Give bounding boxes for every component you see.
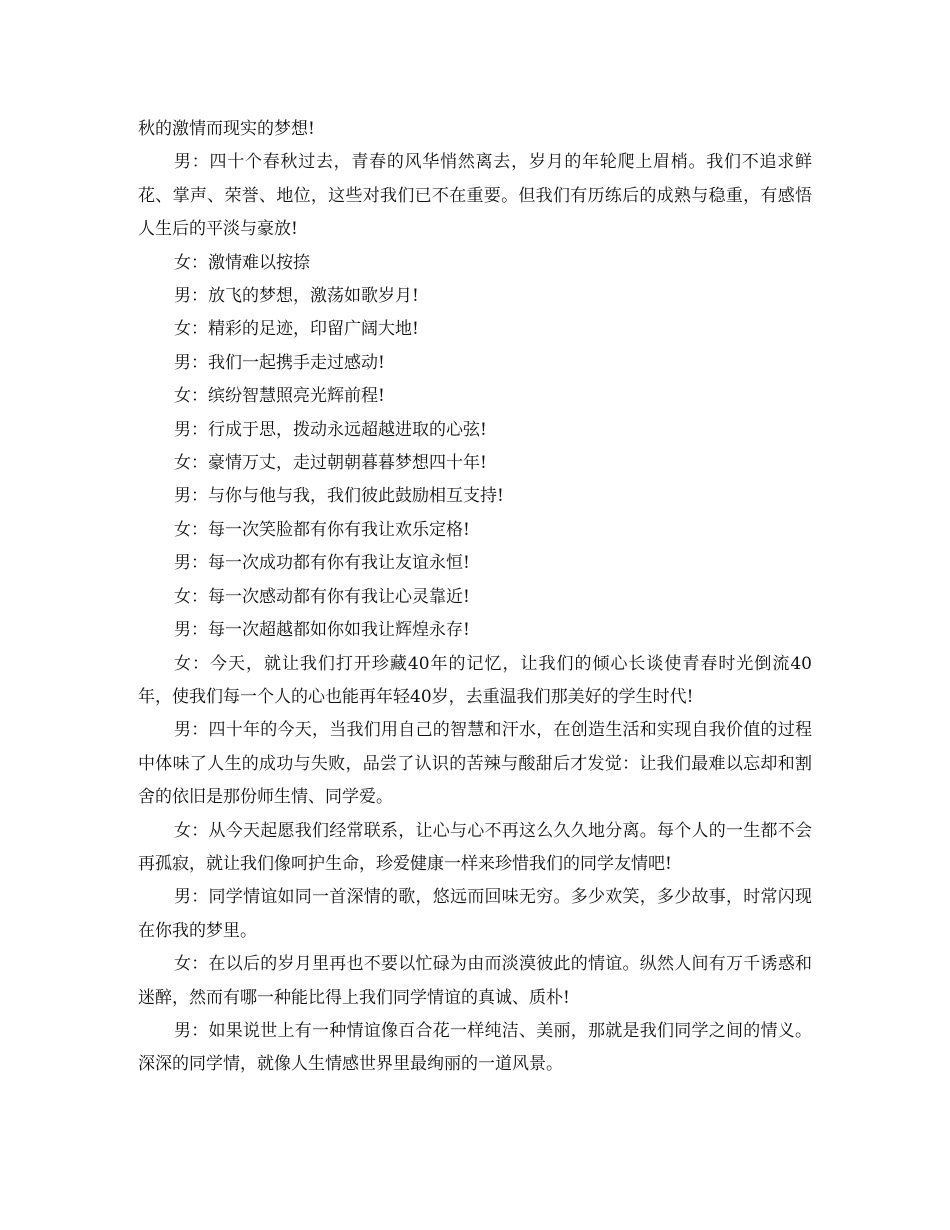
- paragraph: 男：行成于思，拨动永远超越进取的心弦!: [174, 419, 487, 440]
- paragraph: 女：每一次感动都有你有我让心灵靠近!: [174, 586, 470, 607]
- paragraph: 男：放飞的梦想，激荡如歌岁月!: [174, 286, 419, 307]
- paragraph: 秋的激情而现实的梦想!: [138, 119, 315, 139]
- paragraph: 女：豪情万丈，走过朝朝暮暮梦想四十年!: [174, 453, 487, 474]
- paragraph: 女：每一次笑脸都有你有我让欢乐定格!: [174, 519, 470, 540]
- paragraph: 男：四十个春秋过去，青春的风华悄然离去，岁月的年轮爬上眉梢。我们不追求鲜花、掌声、荣誉、地位，这些对我们已不在重要。但我们有历练后的成熟与稳重，有感悟人生后的平淡与豪放!: [138, 152, 812, 240]
- paragraph: 男：如果说世上有一种情谊像百合花一样纯洁、美丽，那就是我们同学之间的情义。深深的同学情，就像人生情感世界里最绚丽的一道风景。: [138, 1020, 812, 1075]
- paragraph: 女：从今天起愿我们经常联系，让心与心不再这么久久地分离。每个人的一生都不会再孤寂，就让我们像呵护生命，珍爱健康一样来珍惜我们的同学友情吧!: [138, 820, 812, 874]
- paragraph: 男：每一次成功都有你有我让友谊永恒!: [174, 553, 470, 574]
- paragraph: 男：我们一起携手走过感动!: [174, 352, 385, 373]
- paragraph: 男：四十年的今天，当我们用自己的智慧和汗水，在创造生活和实现自我价值的过程中体味了人生的成功与失败，品尝了认识的苦辣与酸甜后才发觉：让我们最难以忘却和割舍的依旧是那份师生情、同学爱。: [138, 720, 812, 808]
- paragraph: 男：同学情谊如同一首深情的歌，悠远而回味无穷。多少欢笑，多少故事，时常闪现在你我的梦里。: [138, 887, 812, 941]
- paragraph: 女：在以后的岁月里再也不要以忙碌为由而淡漠彼此的情谊。纵然人间有万千诱惑和迷醉，然而有哪一种能比得上我们同学情谊的真诚、质朴!: [138, 954, 812, 1008]
- document-page: [138, 113, 812, 1082]
- paragraph: 女：精彩的足迹，印留广阔大地!: [174, 319, 419, 340]
- paragraph: 女：缤纷智慧照亮光辉前程!: [174, 386, 385, 407]
- paragraph: 男：每一次超越都如你如我让辉煌永存!: [174, 620, 470, 641]
- paragraph: 女：激情难以按捺: [174, 252, 310, 273]
- paragraph: 女：今天，就让我们打开珍藏40年的记忆，让我们的倾心长谈使青春时光倒流40年，使我们每一个人的心也能再年轻40岁，去重温我们那美好的学生时代!: [138, 653, 812, 707]
- paragraph: 男：与你与他与我，我们彼此鼓励相互支持!: [174, 486, 504, 507]
